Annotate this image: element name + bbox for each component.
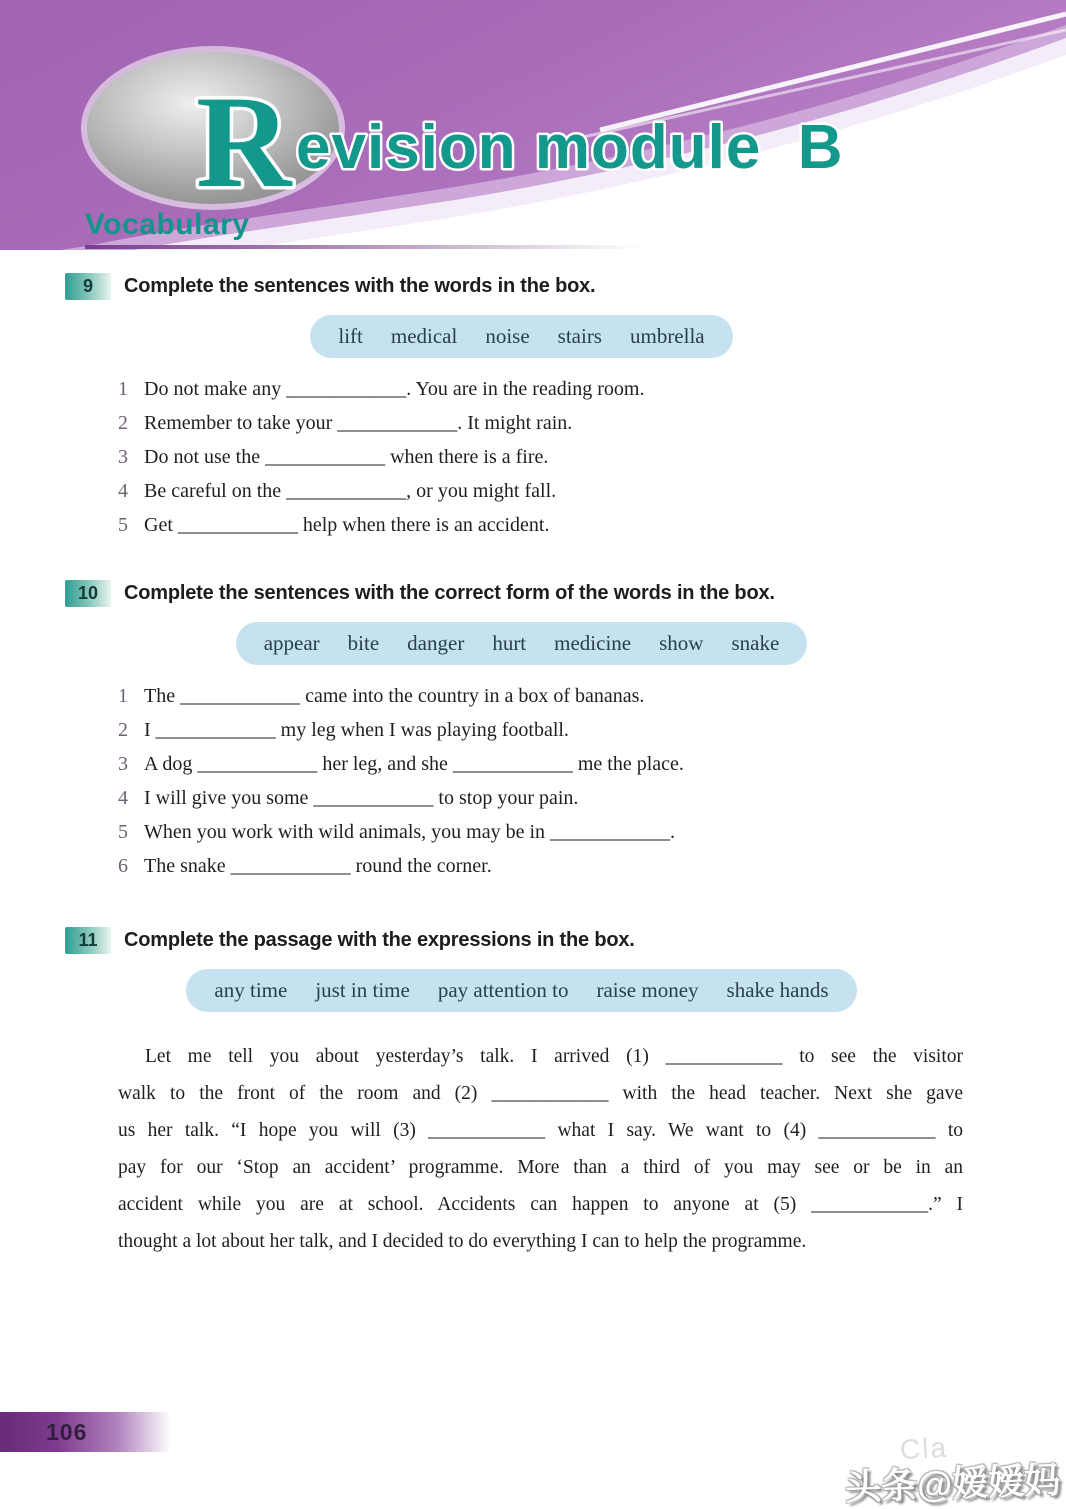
word-box-word: hurt: [492, 631, 527, 655]
exercise-10: [65, 580, 978, 877]
word-box-word: bite: [347, 631, 380, 655]
item-text: I will give you some ____________ to stop your pain.: [144, 787, 579, 809]
item-text: Do not use the ____________ when there is a fire.: [144, 446, 549, 468]
passage-line: walk to the front of the room and (2) ____________ with the head teacher. Next she gave: [118, 1083, 963, 1104]
sentence-list: [118, 379, 978, 536]
exercise-instruction: Complete the sentences with the correct form of the words in the box.: [124, 582, 775, 604]
word-box: [310, 315, 732, 358]
list-item: [118, 822, 978, 843]
list-item: [118, 754, 978, 775]
item-text: A dog ____________ her leg, and she ____________ me the place.: [144, 753, 684, 775]
item-text: I ____________ my leg when I was playing football.: [144, 719, 569, 741]
exercise-11-heading: [65, 927, 978, 954]
list-item: [118, 413, 978, 434]
item-text: The snake ____________ round the corner.: [144, 855, 492, 877]
list-item: [118, 720, 978, 741]
item-text: When you work with wild animals, you may be in ____________.: [144, 821, 676, 843]
section-heading: [85, 208, 645, 249]
item-number: 5: [118, 821, 128, 843]
list-item: [118, 515, 978, 536]
item-number: 4: [118, 787, 128, 809]
word-box-word: lift: [338, 324, 363, 348]
list-item: [118, 447, 978, 468]
item-number: 5: [118, 514, 128, 536]
section-underline-rule: [85, 245, 641, 249]
word-box-word: medicine: [554, 631, 632, 655]
list-item: [118, 788, 978, 809]
word-box: [186, 969, 856, 1012]
exercise-number-badge: 9: [65, 273, 111, 300]
word-box-word: raise money: [596, 978, 699, 1002]
exercise-11: [65, 927, 978, 1260]
word-box-word: any time: [214, 978, 288, 1002]
item-number: 1: [118, 378, 128, 400]
word-box-word: stairs: [557, 324, 602, 348]
passage-line: accident while you are at school. Accidents can happen to anyone at (5) ____________.” I: [118, 1194, 963, 1215]
item-number: 6: [118, 855, 128, 877]
sentence-list: [118, 686, 978, 877]
item-text: Remember to take your ____________. It might rain.: [144, 412, 573, 434]
word-box-word: pay attention to: [437, 978, 569, 1002]
exercise-instruction: Complete the sentences with the words in the box.: [124, 275, 596, 297]
passage-line: Let me tell you about yesterday’s talk. I arrived (1) ____________ to see the visitor: [145, 1046, 963, 1067]
item-text: The ____________ came into the country in a box of bananas.: [144, 685, 645, 707]
item-number: 4: [118, 480, 128, 502]
exercise-instruction: Complete the passage with the expressions in the box.: [124, 929, 635, 951]
module-logo-letter: R: [196, 68, 292, 215]
list-item: [118, 856, 978, 877]
word-box-word: noise: [485, 324, 530, 348]
item-number: 2: [118, 412, 128, 434]
exercise-number-badge: 11: [65, 927, 111, 954]
page-number-bar: [0, 1412, 190, 1452]
passage-line: pay for our ‘Stop an accident’ programme. More than a third of you may see or be in an: [118, 1157, 963, 1178]
word-box-word: appear: [263, 631, 320, 655]
passage-line: thought a lot about her talk, and I decided to do everything I can to help the programme.: [118, 1231, 807, 1252]
word-box-word: just in time: [315, 978, 410, 1002]
exercise-number-badge: 10: [65, 580, 111, 607]
exercise-10-heading: [65, 580, 978, 607]
watermark-ghost-text: Cla: [899, 1431, 949, 1466]
item-text: Do not make any ____________. You are in the reading room.: [144, 378, 645, 400]
item-text: Get ____________ help when there is an accident.: [144, 514, 550, 536]
section-title: Vocabulary: [85, 208, 250, 241]
word-box-word: show: [659, 631, 704, 655]
item-number: 3: [118, 446, 128, 468]
list-item: [118, 686, 978, 707]
item-number: 3: [118, 753, 128, 775]
exercise-9: [65, 273, 978, 536]
watermark: 头条@嫒嫒妈: [844, 1459, 1061, 1508]
word-box-word: umbrella: [629, 324, 705, 348]
list-item: [118, 481, 978, 502]
module-title: evision module B: [296, 113, 844, 182]
page-number: 106: [46, 1419, 88, 1445]
item-text: Be careful on the ____________, or you might fall.: [144, 480, 557, 502]
passage: [118, 1038, 963, 1260]
item-number: 1: [118, 685, 128, 707]
passage-line: us her talk. “I hope you will (3) ____________ what I say. We want to (4) ____________ to: [118, 1120, 963, 1141]
item-number: 2: [118, 719, 128, 741]
word-box-word: snake: [731, 631, 780, 655]
word-box-word: danger: [407, 631, 465, 655]
word-box-word: medical: [390, 324, 458, 348]
list-item: [118, 379, 978, 400]
exercise-9-heading: [65, 273, 978, 300]
word-box: [236, 622, 808, 665]
word-box-word: shake hands: [726, 978, 829, 1002]
